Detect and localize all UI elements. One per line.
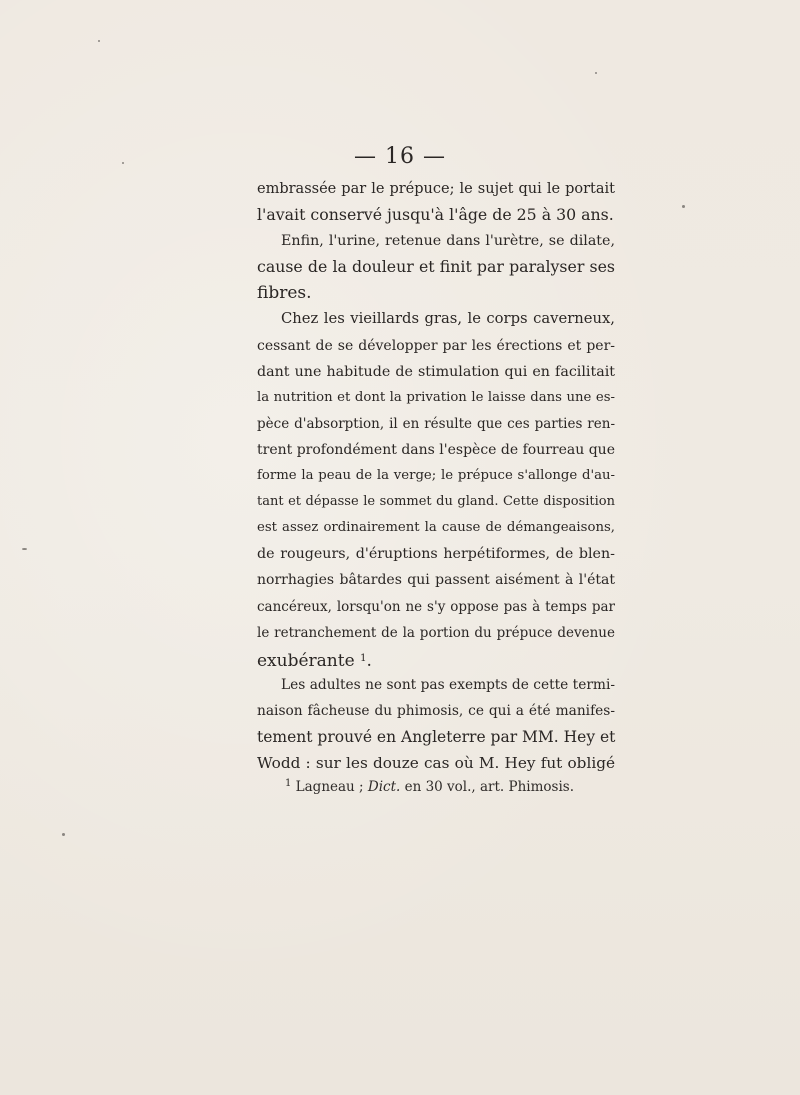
text-line: fibres. xyxy=(257,283,312,304)
text-line: dant une habitude de stimulation qui en facilitait xyxy=(257,363,615,380)
text-line: pèce d'absorption, il en résulte que ces parties ren- xyxy=(257,415,615,432)
text-line-content: exubérante xyxy=(257,650,355,671)
paper-speck xyxy=(62,833,65,836)
text-line: Chez les vieillards gras, le corps caverneux, xyxy=(281,310,615,328)
footnote-number: 1 xyxy=(285,778,292,789)
text-line: la nutrition et dont la privation le laisse dans une es- xyxy=(257,389,615,405)
body-text xyxy=(257,176,615,776)
text-line: le retranchement de la portion du prépuce devenue xyxy=(257,624,615,641)
text-line: tement prouvé en Angleterre par MM. Hey et xyxy=(257,727,616,746)
footnote-details: en 30 vol., art. Phimosis. xyxy=(404,779,574,795)
text-line: l'avait conservé jusqu'à l'âge de 25 à 30 ans. xyxy=(257,205,614,225)
text-line: Enfin, l'urine, retenue dans l'urètre, se dilate, xyxy=(281,233,615,250)
text-line: naison fâcheuse du phimosis, ce qui a été manifes- xyxy=(257,702,615,719)
text-line: cessant de se développer par les érections et per- xyxy=(257,337,615,354)
paper-speck xyxy=(98,40,100,42)
footnote-reference: 1 xyxy=(360,652,367,664)
page-number: — 16 — xyxy=(354,144,446,169)
text-line: exubérante $^1$. xyxy=(257,650,372,671)
footnote-work: Dict. xyxy=(367,779,401,795)
text-line: cancéreux, lorsqu'on ne s'y oppose pas à temps par xyxy=(257,598,615,615)
text-line: norrhagies bâtardes qui passent aisément à l'état xyxy=(257,572,615,589)
text-line: tant et dépasse le sommet du gland. Cette disposition xyxy=(257,494,615,510)
text-line: trent profondément dans l'espèce de fourreau que xyxy=(257,441,615,458)
text-line: forme la peau de la verge; le prépuce s'allonge d'au- xyxy=(257,468,615,484)
text-line: est assez ordinairement la cause de démangeaisons, xyxy=(257,520,615,536)
text-line: Les adultes ne sont pas exempts de cette termi- xyxy=(281,676,615,693)
text-line: embrassée par le prépuce; le sujet qui le portait xyxy=(257,181,615,197)
text-line: de rougeurs, d'éruptions herpétiformes, de blen- xyxy=(257,546,615,563)
footnote-author: Lagneau ; xyxy=(295,779,364,795)
paper-speck xyxy=(682,205,685,208)
paper-speck xyxy=(122,162,124,164)
paper-speck xyxy=(595,72,597,74)
text-line: cause de la douleur et finit par paralyser ses xyxy=(257,257,615,277)
footnote xyxy=(285,778,574,795)
paper-speck xyxy=(22,548,27,550)
text-line: Wodd : sur les douze cas où M. Hey fut obligé xyxy=(257,754,615,773)
